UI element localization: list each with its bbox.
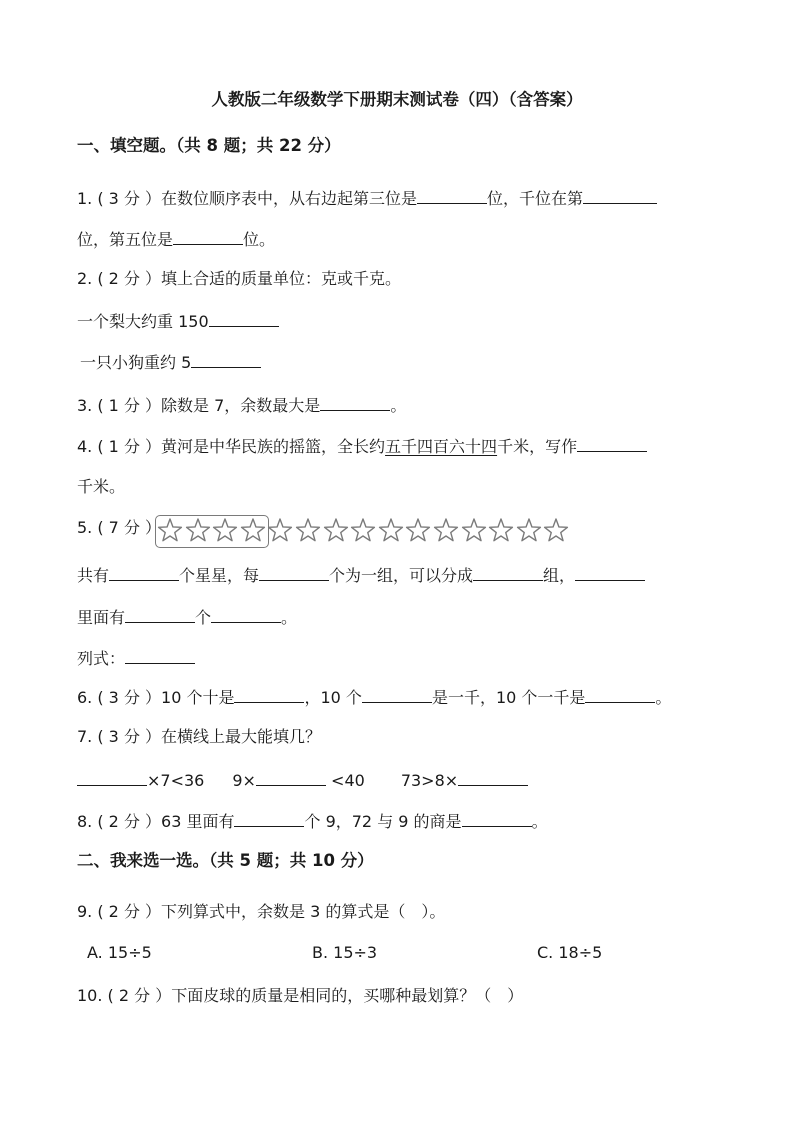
q6-text-mid2: 是一千，10 个一千是: [431, 688, 586, 707]
q3-suffix: 。: [390, 396, 407, 415]
q5-line2-a: 里面有: [77, 608, 126, 627]
answer-blank[interactable]: [577, 434, 647, 452]
q5-text-a: 共有: [77, 566, 110, 585]
answer-blank[interactable]: [462, 809, 532, 827]
question-5-line-1: [77, 563, 645, 587]
answer-blank[interactable]: [585, 685, 655, 703]
answer-blank[interactable]: [473, 563, 543, 581]
option-c[interactable]: C. 18÷5: [537, 943, 603, 962]
star-icon: [240, 517, 266, 543]
answer-blank[interactable]: [362, 685, 432, 703]
question-5: 5. ( 7 分 ）: [77, 518, 162, 537]
star-icon: [295, 517, 321, 543]
q7-expr-1: ×7<36: [147, 771, 205, 790]
answer-blank[interactable]: [77, 768, 147, 786]
answer-blank[interactable]: [575, 563, 645, 581]
q7-expr-3: 73>8×: [400, 771, 459, 790]
q5-line2-c: 。: [281, 608, 298, 627]
question-7-expressions: [77, 768, 528, 792]
question-8: [77, 809, 548, 833]
option-b[interactable]: B. 15÷3: [312, 943, 378, 962]
star-icon: [323, 517, 349, 543]
star-icon: [185, 517, 211, 543]
star-icon: [516, 517, 542, 543]
question-3: [77, 393, 406, 417]
answer-blank[interactable]: [191, 350, 261, 368]
q4-text: 4. ( 1 分 ）黄河是中华民族的摇篮，全长约: [77, 437, 386, 456]
star-icon: [378, 517, 404, 543]
star-icon: [461, 517, 487, 543]
option-a[interactable]: A. 15÷5: [87, 943, 152, 962]
answer-blank[interactable]: [125, 646, 195, 664]
answer-blank[interactable]: [259, 563, 329, 581]
q4-text-mid: 千米，写作: [497, 437, 578, 456]
section-1-heading: 一、填空题。（共 8 题；共 22 分）: [77, 136, 341, 155]
star-icon: [212, 517, 238, 543]
question-2: 2. ( 2 分 ）填上合适的质量单位：克或千克。: [77, 269, 402, 288]
exam-title: 人教版二年级数学下册期末测试卷（四）（含答案）: [211, 90, 583, 109]
answer-blank[interactable]: [234, 809, 304, 827]
star-icon: [488, 517, 514, 543]
answer-blank[interactable]: [234, 685, 304, 703]
answer-blank[interactable]: [209, 309, 279, 327]
q5-formula-label: 列式：: [77, 649, 126, 668]
answer-blank[interactable]: [125, 605, 195, 623]
q5-text-b: 个星星，每: [179, 566, 260, 585]
question-9: 9. ( 2 分 ）下列算式中，余数是 3 的算式是（ ）。: [77, 902, 446, 921]
q1-line2-suffix: 位。: [243, 230, 276, 249]
star-icon: [405, 517, 431, 543]
answer-blank[interactable]: [583, 186, 657, 204]
q8-text: 8. ( 2 分 ）63 里面有: [77, 812, 235, 831]
q1-text: 1. ( 3 分 ）在数位顺序表中，从右边起第三位是: [77, 189, 418, 208]
question-4-line-2: 千米。: [77, 477, 126, 496]
q8-suffix: 。: [531, 812, 548, 831]
star-icon: [543, 517, 569, 543]
q3-text: 3. ( 1 分 ）除数是 7，余数最大是: [77, 396, 321, 415]
question-2-item-2: [80, 350, 261, 374]
q1-text-mid: 位，千位在第: [487, 189, 584, 208]
answer-blank[interactable]: [211, 605, 281, 623]
answer-blank[interactable]: [417, 186, 487, 204]
question-1-line-2: [77, 227, 275, 251]
q7-expr-2a: 9×: [232, 771, 256, 790]
q6-text: 6. ( 3 分 ）10 个十是: [77, 688, 235, 707]
answer-blank[interactable]: [256, 768, 326, 786]
q2-item1-text: 一个梨大约重 150: [77, 312, 209, 331]
q4-underlined-number: 五千四百六十四: [385, 437, 498, 456]
answer-blank[interactable]: [173, 227, 243, 245]
question-5-line-2: [77, 605, 297, 629]
star-icon: [433, 517, 459, 543]
q5-text-c: 个为一组，可以分成: [329, 566, 474, 585]
question-7: 7. ( 3 分 ）在横线上最大能填几？: [77, 727, 322, 746]
star-icon: [267, 517, 293, 543]
q5-line2-b: 个: [195, 608, 212, 627]
question-1: [77, 186, 657, 210]
answer-blank[interactable]: [458, 768, 528, 786]
answer-blank[interactable]: [320, 393, 390, 411]
q8-text-mid: 个 9，72 与 9 的商是: [304, 812, 462, 831]
question-5-formula: [77, 646, 195, 670]
q6-text-mid1: ，10 个: [304, 688, 362, 707]
question-4: [77, 434, 647, 458]
question-6: [77, 685, 671, 709]
answer-blank[interactable]: [109, 563, 179, 581]
star-icon: [157, 517, 183, 543]
question-10: 10. ( 2 分 ）下面皮球的质量是相同的，买哪种最划算？（ ）: [77, 986, 524, 1005]
question-2-item-1: [77, 309, 279, 333]
section-2-heading: 二、我来选一选。（共 5 题；共 10 分）: [77, 851, 374, 870]
q2-item2-text: 一只小狗重约 5: [80, 353, 192, 372]
star-icon: [350, 517, 376, 543]
q6-suffix: 。: [655, 688, 672, 707]
q1-line2-text: 位，第五位是: [77, 230, 174, 249]
q5-text-d: 组，: [543, 566, 576, 585]
q7-expr-2b: <40: [325, 771, 365, 790]
